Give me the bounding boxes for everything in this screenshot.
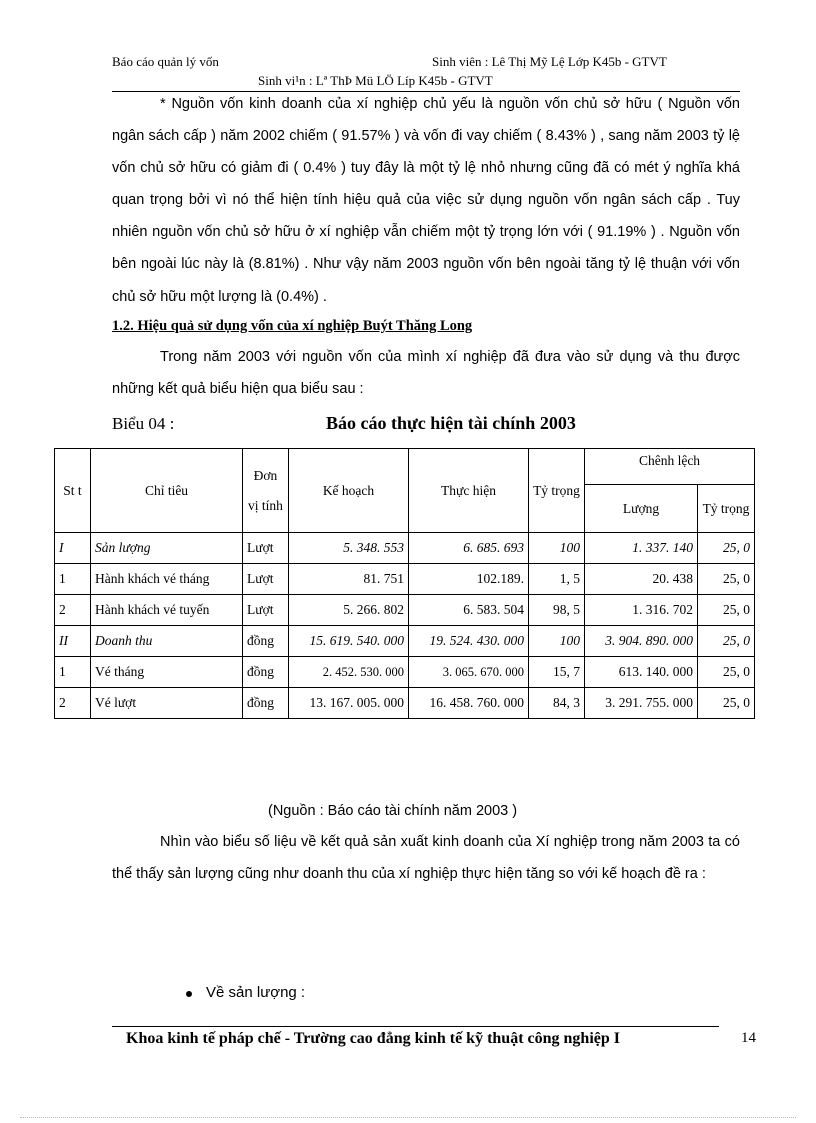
- cell-ke-hoach: 15. 619. 540. 000: [289, 626, 409, 657]
- cell-stt: 2: [55, 688, 91, 719]
- cell-ty-trong-cl: 25, 0: [698, 564, 755, 595]
- cell-ty-trong-cl: 25, 0: [698, 626, 755, 657]
- col-header-stt: St t: [55, 449, 91, 533]
- col-header-don-vi: Đơn vị tính: [243, 449, 289, 533]
- col-header-ke-hoach: Kế hoạch: [289, 449, 409, 533]
- financial-report-table: [54, 448, 755, 719]
- col-header-chi-tieu: Chỉ tiêu: [91, 449, 243, 533]
- cell-don-vi: Lượt: [243, 533, 289, 564]
- cell-stt: 1: [55, 657, 91, 688]
- cell-stt: 1: [55, 564, 91, 595]
- table-row: [55, 657, 755, 688]
- bullet-dot-icon: [186, 991, 192, 997]
- cell-luong: 3. 904. 890. 000: [585, 626, 698, 657]
- cell-chi-tieu: Doanh thu: [91, 626, 243, 657]
- page-number: 14: [741, 1030, 756, 1046]
- col-header-ty-trong: Tỷ trọng: [529, 449, 585, 533]
- cell-ke-hoach: 13. 167. 005. 000: [289, 688, 409, 719]
- cell-thuc-hien: 6. 685. 693: [409, 533, 529, 564]
- bullet-item: [186, 984, 305, 1002]
- page-bottom-divider: [20, 1117, 796, 1118]
- cell-chi-tieu: Hành khách vé tuyến: [91, 595, 243, 626]
- header-left: Báo cáo quản lý vốn: [112, 54, 219, 69]
- cell-chi-tieu: Vé lượt: [91, 688, 243, 719]
- col-header-ty-trong-sub: Tỷ trọng: [698, 485, 755, 533]
- cell-ty-trong: 98, 5: [529, 595, 585, 626]
- cell-ty-trong: 15, 7: [529, 657, 585, 688]
- cell-luong: 20. 438: [585, 564, 698, 595]
- table-row: [55, 688, 755, 719]
- header-second-line: Sinh vi¹n : Lª ThÞ Mü LÖ Líp K45b - GTVT: [258, 73, 493, 88]
- cell-ty-trong: 100: [529, 533, 585, 564]
- cell-chi-tieu: Hành khách vé tháng: [91, 564, 243, 595]
- cell-ty-trong: 1, 5: [529, 564, 585, 595]
- cell-stt: I: [55, 533, 91, 564]
- cell-thuc-hien: 102.189.: [409, 564, 529, 595]
- source-note: (Nguồn : Báo cáo tài chính năm 2003 ): [268, 803, 518, 819]
- cell-thuc-hien: 3. 065. 670. 000: [409, 657, 529, 688]
- header-right: Sinh viên : Lê Thị Mỹ Lệ Lớp K45b - GTVT: [432, 54, 667, 69]
- cell-don-vi: Lượt: [243, 564, 289, 595]
- footer-text: Khoa kinh tế pháp chế - Trường cao đẳng kinh tế kỹ thuật công nghiệp I: [126, 1030, 620, 1047]
- cell-ty-trong-cl: 25, 0: [698, 688, 755, 719]
- footer-rule: [112, 1026, 719, 1027]
- table-label: Biểu 04 :: [112, 414, 175, 433]
- table-row: [55, 595, 755, 626]
- cell-ke-hoach: 5. 266. 802: [289, 595, 409, 626]
- table-row: [55, 533, 755, 564]
- cell-ty-trong: 84, 3: [529, 688, 585, 719]
- cell-thuc-hien: 6. 583. 504: [409, 595, 529, 626]
- cell-stt: II: [55, 626, 91, 657]
- cell-ty-trong-cl: 25, 0: [698, 595, 755, 626]
- cell-ty-trong-cl: 25, 0: [698, 657, 755, 688]
- section-heading: 1.2. Hiệu quả sử dụng vốn của xí nghiệp Buýt Thăng Long: [112, 318, 473, 334]
- cell-luong: 1. 337. 140: [585, 533, 698, 564]
- cell-thuc-hien: 19. 524. 430. 000: [409, 626, 529, 657]
- cell-ke-hoach: 5. 348. 553: [289, 533, 409, 564]
- table-row: [55, 564, 755, 595]
- cell-ty-trong-cl: 25, 0: [698, 533, 755, 564]
- col-header-thuc-hien: Thực hiện: [409, 449, 529, 533]
- section-paragraph: Trong năm 2003 với nguồn vốn của mình xí nghiệp đã đưa vào sử dụng và thu được những kết quả biểu hiện qua biểu sau :: [112, 349, 740, 398]
- cell-chi-tieu: Vé tháng: [91, 657, 243, 688]
- cell-luong: 1. 316. 702: [585, 595, 698, 626]
- col-header-chenh-lech: Chênh lệch: [585, 449, 755, 485]
- analysis-paragraph: Nhìn vào biểu số liệu về kết quả sản xuất kinh doanh của Xí nghiệp trong năm 2003 ta có thể thấy sản lượng cũng như doanh thu của xí nghiệp thực hiện tăng so với kế hoạch đề ra :: [112, 834, 740, 883]
- cell-don-vi: đồng: [243, 626, 289, 657]
- bullet-text: Về sản lượng :: [206, 984, 306, 1001]
- cell-don-vi: Lượt: [243, 595, 289, 626]
- cell-luong: 613. 140. 000: [585, 657, 698, 688]
- cell-chi-tieu: Sản lượng: [91, 533, 243, 564]
- cell-don-vi: đồng: [243, 657, 289, 688]
- cell-ke-hoach: 81. 751: [289, 564, 409, 595]
- cell-don-vi: đồng: [243, 688, 289, 719]
- cell-ty-trong: 100: [529, 626, 585, 657]
- cell-stt: 2: [55, 595, 91, 626]
- intro-paragraph: * Nguồn vốn kinh doanh của xí nghiệp chủ yếu là nguồn vốn chủ sở hữu ( Nguồn vốn ngân sách cấp ) năm 2002 chiếm ( 91.57% ) và vốn đi vay chiếm ( 8.43% ) , sang năm 2003 tỷ lệ vốn chủ sở hữu có giảm đi ( 0.4% ) tuy đây là một tỷ lệ nhỏ nhưng cũng đã có mét ý nghĩa khá quan trọng bởi vì nó thể hiện tính hiệu quả của việc sử dụng nguồn vốn ngân sách cấp . Tuy nhiên nguồn vốn chủ sở hữu ở xí nghiệp vẫn chiếm một tỷ trọng lớn với ( 91.19% ) . Nguồn vốn bên ngoài lúc này là (8.81%) . Như vậy năm 2003 nguồn vốn bên ngoài tăng tỷ lệ thuận với vốn chủ sở hữu một lượng là (0.4%) .: [112, 96, 740, 305]
- col-header-luong: Lượng: [585, 485, 698, 533]
- cell-thuc-hien: 16. 458. 760. 000: [409, 688, 529, 719]
- table-title: Báo cáo thực hiện tài chính 2003: [326, 413, 576, 433]
- table-row: [55, 626, 755, 657]
- cell-luong: 3. 291. 755. 000: [585, 688, 698, 719]
- cell-ke-hoach: 2. 452. 530. 000: [289, 657, 409, 688]
